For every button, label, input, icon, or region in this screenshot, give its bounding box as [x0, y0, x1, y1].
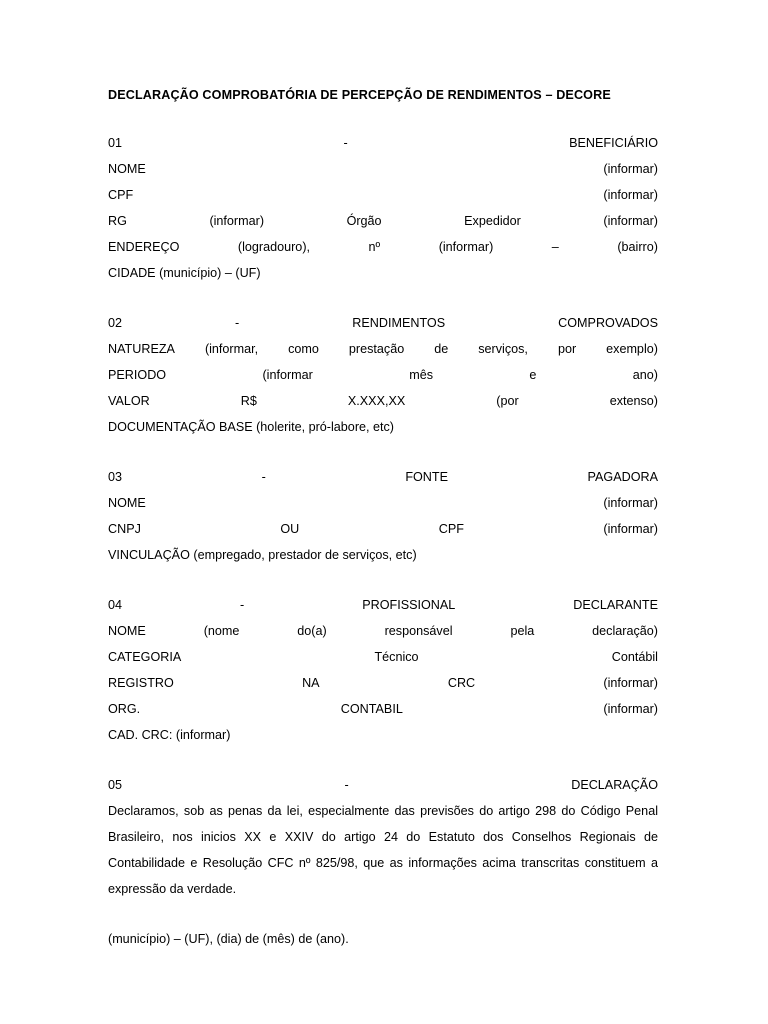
field-value: (informar) [603, 701, 658, 716]
field-word: responsável [384, 623, 453, 638]
section-02-number: 02 [108, 315, 123, 330]
field-label: VALOR [108, 393, 150, 408]
field-row-endereco [108, 234, 658, 260]
field-value-bairro: (bairro) [617, 239, 658, 254]
field-label: NOME [108, 161, 146, 176]
field-word: de [434, 341, 449, 356]
field-word: por [557, 341, 577, 356]
field-word: serviços, [478, 341, 528, 356]
field-row-nome [108, 156, 658, 182]
field-label: CPF [108, 187, 134, 202]
field-word: extenso) [609, 393, 658, 408]
section-05-header [108, 772, 658, 798]
field-word: (por [496, 393, 519, 408]
section-01-heading: BENEFICIÁRIO [569, 135, 658, 150]
field-label: NOME [108, 623, 146, 638]
field-row-cpf [108, 182, 658, 208]
section-03-heading-word2: PAGADORA [587, 469, 658, 484]
section-03-dash: - [261, 469, 266, 484]
field-word: Técnico [374, 649, 419, 664]
field-row-registro-crc [108, 670, 658, 696]
section-04-dash: - [240, 597, 245, 612]
section-04-heading-word2: DECLARANTE [573, 597, 658, 612]
field-word: do(a) [297, 623, 327, 638]
field-label-expedidor: Expedidor [464, 213, 521, 228]
section-01-dash: - [343, 135, 348, 150]
section-04-header [108, 592, 658, 618]
section-gap [108, 568, 658, 592]
section-04-heading-word1: PROFISSIONAL [362, 597, 456, 612]
field-separator-dash: – [551, 239, 559, 254]
closing-line: (município) – (UF), (dia) de (mês) de (ano). [108, 931, 349, 946]
section-01-beneficiario [108, 130, 658, 286]
field-word: CRC [447, 675, 476, 690]
section-gap [108, 748, 658, 772]
field-value: (informar) [603, 521, 658, 536]
field-word: mês [409, 367, 433, 382]
field-label: NATUREZA [108, 341, 175, 356]
title-gap [108, 104, 658, 130]
field-row-documentacao-base: DOCUMENTAÇÃO BASE (holerite, pró-labore, etc) [108, 419, 395, 434]
section-02-header [108, 310, 658, 336]
field-row-valor [108, 388, 658, 414]
page-title: DECLARAÇÃO COMPROBATÓRIA DE PERCEPÇÃO DE RENDIMENTOS – DECORE [108, 88, 611, 102]
field-word: (informar, [204, 341, 259, 356]
field-word: como [288, 341, 319, 356]
section-05-heading: DECLARAÇÃO [571, 777, 658, 792]
field-label: NOME [108, 495, 146, 510]
closing-gap [108, 902, 658, 926]
section-03-heading-word1: FONTE [405, 469, 448, 484]
field-value: (informar) [603, 675, 658, 690]
section-02-rendimentos [108, 310, 658, 440]
field-word: (nome [203, 623, 240, 638]
field-label: CATEGORIA [108, 649, 182, 664]
field-value-logradouro: (logradouro), [237, 239, 311, 254]
field-row-periodo [108, 362, 658, 388]
section-04-profissional-declarante [108, 592, 658, 748]
section-02-heading-word1: RENDIMENTOS [352, 315, 446, 330]
field-row-vinculacao: VINCULAÇÃO (empregado, prestador de serviços, etc) [108, 547, 417, 562]
section-01-header [108, 130, 658, 156]
section-04-number: 04 [108, 597, 123, 612]
field-currency-symbol: R$ [240, 393, 257, 408]
field-row-cad-crc: CAD. CRC: (informar) [108, 727, 231, 742]
section-05-dash: - [344, 777, 349, 792]
section-gap [108, 440, 658, 464]
field-word: CONTABIL [340, 701, 403, 716]
field-word: pela [510, 623, 535, 638]
field-row-cidade: CIDADE (município) – (UF) [108, 265, 261, 280]
field-label: CNPJ [108, 521, 141, 536]
section-02-dash: - [235, 315, 240, 330]
field-value: (informar) [603, 213, 658, 228]
field-word-ou: OU [280, 521, 300, 536]
field-label: ENDEREÇO [108, 239, 180, 254]
field-row-cnpj-cpf [108, 516, 658, 542]
field-row-categoria [108, 644, 658, 670]
field-word: exemplo) [606, 341, 658, 356]
section-gap [108, 286, 658, 310]
field-word: prestação [348, 341, 405, 356]
field-row-rg [108, 208, 658, 234]
field-label-cpf: CPF [438, 521, 464, 536]
field-value: (informar) [438, 239, 494, 254]
declaration-paragraph: Declaramos, sob as penas da lei, especialmente das previsões do artigo 298 do Código Penal Brasileiro, nos inicios XX e XXIV do artigo 24 do Estatuto dos Conselhos Regionais de Contabilidade e Resolução CFC nº 825/98, que as informações acima transcritas constituem a expressão da verdade. [108, 803, 658, 896]
field-row-fonte-nome [108, 490, 658, 516]
field-word: declaração) [592, 623, 658, 638]
section-03-number: 03 [108, 469, 123, 484]
section-03-fonte-pagadora [108, 464, 658, 568]
field-value: (informar) [603, 495, 658, 510]
field-label: ORG. [108, 701, 141, 716]
field-word: Contábil [611, 649, 658, 664]
field-label: RG [108, 213, 127, 228]
field-word: e [529, 367, 537, 382]
section-05-number: 05 [108, 777, 123, 792]
field-word: (informar [262, 367, 313, 382]
field-word: NA [302, 675, 320, 690]
field-row-declarante-nome [108, 618, 658, 644]
section-05-declaracao [108, 772, 658, 952]
field-row-natureza [108, 336, 658, 362]
field-value: (informar) [603, 187, 658, 202]
field-amount: X.XXX,XX [347, 393, 406, 408]
field-label: PERIODO [108, 367, 167, 382]
field-label-orgao: Órgão [346, 213, 382, 228]
field-label-numero: nº [368, 239, 381, 254]
section-02-heading-word2: COMPROVADOS [558, 315, 658, 330]
field-word: ano) [632, 367, 658, 382]
section-01-number: 01 [108, 135, 123, 150]
field-label: REGISTRO [108, 675, 174, 690]
field-row-org-contabil [108, 696, 658, 722]
field-value: (informar) [209, 213, 265, 228]
field-value: (informar) [603, 161, 658, 176]
section-03-header [108, 464, 658, 490]
